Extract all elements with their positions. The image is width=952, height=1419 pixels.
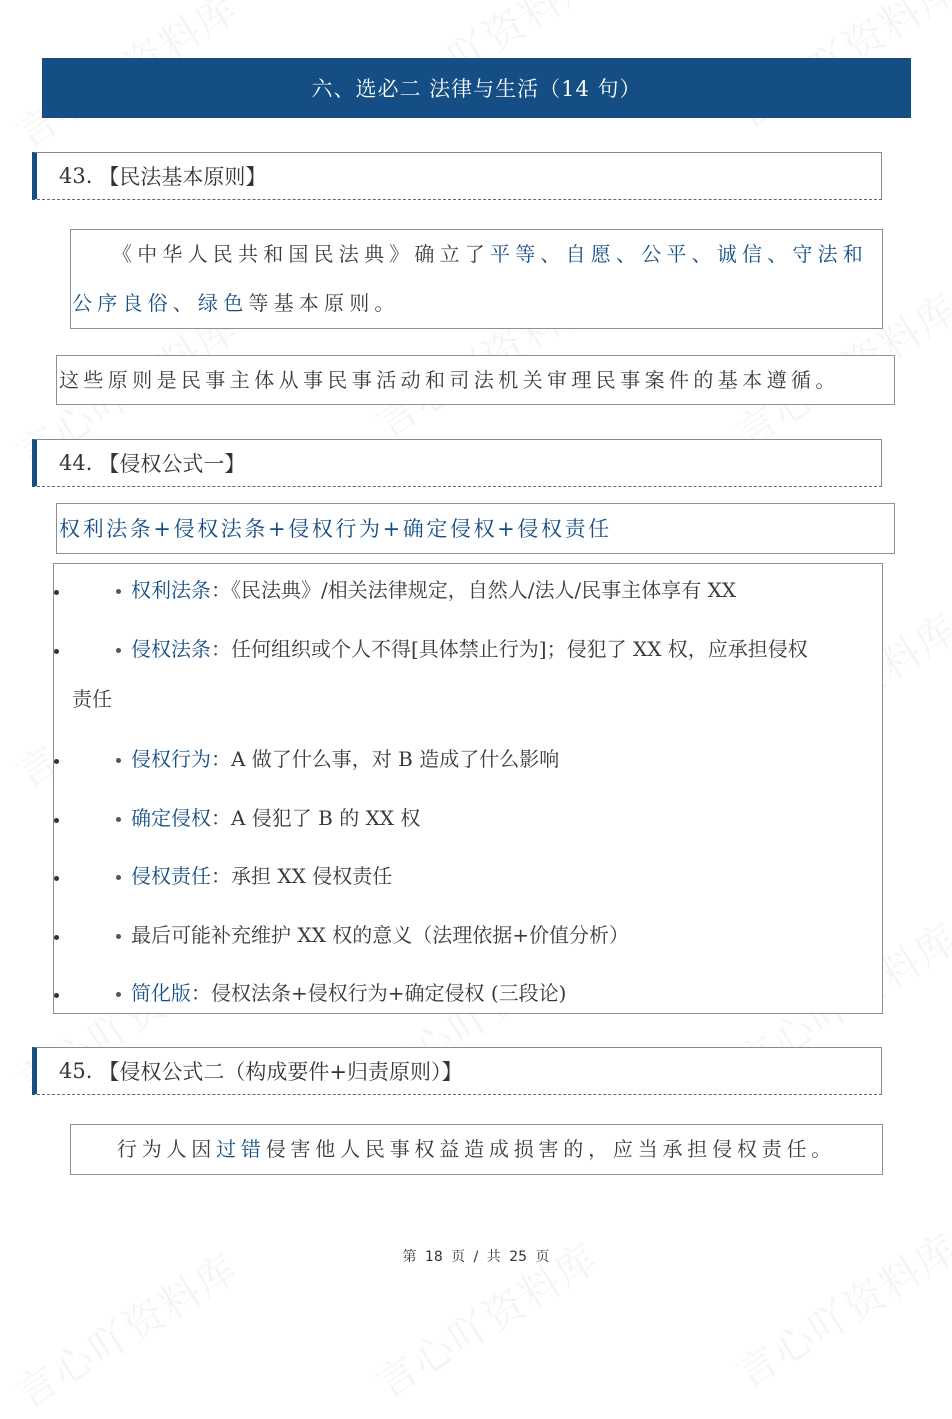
- list-sep: ：: [211, 747, 231, 771]
- list-line: [116, 860, 392, 889]
- list-text: 最后可能补充维护 XX 权的意义（法理依据+价值分析）: [131, 923, 629, 947]
- list-sep: ：: [211, 806, 231, 830]
- list-sep: ：: [211, 578, 231, 602]
- tort-formula-list: [53, 563, 883, 1014]
- list-term: 侵权行为: [131, 747, 211, 771]
- section-number: 44.: [59, 451, 93, 475]
- bullet-icon: [116, 758, 121, 763]
- page-number-footer: [0, 1246, 952, 1266]
- list-text: 承担 XX 侵权责任: [231, 864, 393, 888]
- section-title: 【民法基本原则】: [98, 165, 267, 189]
- principles-meaning: 这些原则是民事主体从事民事活动和司法机关审理民事案件的基本遵循。: [59, 368, 840, 392]
- section-heading-43: [32, 152, 882, 200]
- list-text: 任何组织或个人不得[具体禁止行为]；侵犯了 XX 权，应承担侵权: [231, 637, 808, 661]
- list-line: [116, 633, 808, 662]
- section-number: 45.: [59, 1059, 93, 1083]
- list-term: 确定侵权: [131, 806, 211, 830]
- list-sep: ：: [211, 864, 231, 888]
- tort-formula-box: [56, 503, 895, 554]
- section-title: 【侵权公式一】: [98, 452, 246, 476]
- bullet-icon: [54, 993, 59, 998]
- section-number: 43.: [59, 164, 93, 188]
- section-title: 【侵权公式二（构成要件+归责原则）】: [98, 1060, 463, 1084]
- bullet-icon: [54, 759, 59, 764]
- list-sep: ：: [211, 637, 231, 661]
- section-heading-45: [32, 1047, 882, 1095]
- bullet-icon: [54, 818, 59, 823]
- bullet-icon: [116, 589, 121, 594]
- list-term: 简化版: [131, 981, 191, 1005]
- rule-suffix: 侵害他人民事权益造成损害的，应当承担侵权责任。: [265, 1137, 837, 1161]
- list-line: [116, 743, 559, 772]
- section-heading-44: [32, 439, 882, 487]
- principles-suffix: 等基本原则。: [248, 291, 400, 315]
- bullet-icon: [54, 649, 59, 654]
- list-sep: ：: [191, 981, 211, 1005]
- principles-meaning-box: [56, 355, 895, 405]
- bullet-icon: [116, 648, 121, 653]
- list-line: [116, 977, 566, 1006]
- bullet-icon: [116, 934, 121, 939]
- list-line: [116, 802, 420, 831]
- principles-prefix: 《中华人民共和国民法典》确立了: [112, 242, 490, 266]
- principles-highlight: 公序良俗、绿色: [72, 291, 249, 315]
- bullet-icon: [54, 590, 59, 595]
- bullet-icon: [116, 817, 121, 822]
- bullet-icon: [54, 876, 59, 881]
- civil-code-principles-box: [70, 229, 883, 329]
- list-term: 侵权责任: [131, 864, 211, 888]
- bullet-icon: [116, 875, 121, 880]
- fault-liability-box: [70, 1124, 883, 1175]
- principles-highlight: 平等、自愿、公平、诚信、守法和: [490, 242, 868, 266]
- bullet-icon: [116, 992, 121, 997]
- bullet-icon: [54, 935, 59, 940]
- rule-highlight: 过错: [216, 1137, 266, 1161]
- list-term: 侵权法条: [131, 637, 211, 661]
- rule-prefix: 行为人因: [116, 1137, 217, 1161]
- list-line: [116, 919, 629, 948]
- list-text: 侵权法条+侵权行为+确定侵权 (三段论): [211, 981, 567, 1005]
- list-text-continuation: 责任: [72, 687, 112, 711]
- list-text: A 做了什么事，对 B 造成了什么影响: [231, 747, 560, 771]
- list-line: [116, 574, 736, 603]
- list-text: 《民法典》/相关法律规定，自然人/法人/民事主体享有 XX: [231, 578, 737, 602]
- chapter-title: 六、选必二 法律与生活（14 句）: [311, 77, 642, 101]
- chapter-title-banner: [42, 58, 911, 118]
- fault-liability-rule: [71, 1125, 882, 1174]
- principles-paragraph: [71, 230, 882, 328]
- list-text: A 侵犯了 B 的 XX 权: [231, 806, 421, 830]
- tort-formula: 权利法条+侵权法条+侵权行为+确定侵权+侵权责任: [59, 517, 612, 541]
- list-term: 权利法条: [131, 578, 211, 602]
- page-number: 第 18 页 / 共 25 页: [402, 1249, 550, 1265]
